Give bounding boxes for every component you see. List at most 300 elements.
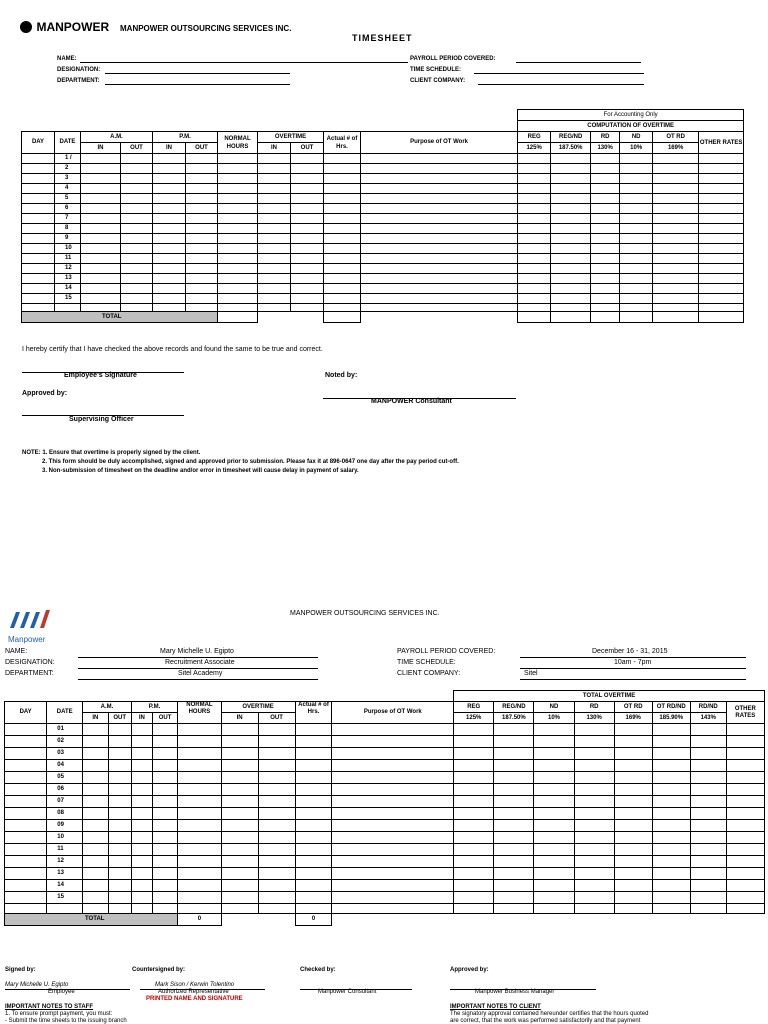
entry-cell[interactable] bbox=[324, 234, 361, 244]
entry-cell[interactable] bbox=[218, 254, 258, 264]
entry-cell[interactable] bbox=[332, 748, 454, 760]
entry-cell[interactable] bbox=[574, 784, 614, 796]
entry-cell[interactable] bbox=[131, 748, 152, 760]
entry-cell[interactable] bbox=[291, 284, 324, 294]
entry-cell[interactable] bbox=[551, 294, 591, 304]
entry-cell[interactable] bbox=[614, 772, 652, 784]
entry-cell[interactable] bbox=[726, 736, 764, 748]
entry-cell[interactable] bbox=[218, 244, 258, 254]
entry-cell[interactable] bbox=[152, 772, 177, 784]
entry-cell[interactable] bbox=[518, 284, 551, 294]
entry-cell[interactable] bbox=[551, 214, 591, 224]
entry-cell[interactable] bbox=[83, 748, 108, 760]
entry-cell[interactable] bbox=[152, 724, 177, 736]
entry-cell[interactable] bbox=[258, 274, 291, 284]
entry-cell[interactable] bbox=[178, 904, 221, 914]
entry-cell[interactable] bbox=[152, 736, 177, 748]
entry-cell[interactable] bbox=[295, 796, 332, 808]
entry-cell[interactable] bbox=[221, 832, 258, 844]
entry-cell[interactable] bbox=[454, 772, 494, 784]
entry-cell[interactable] bbox=[108, 748, 131, 760]
entry-cell[interactable] bbox=[221, 724, 258, 736]
entry-cell[interactable] bbox=[591, 184, 620, 194]
entry-cell[interactable] bbox=[83, 808, 108, 820]
entry-cell[interactable] bbox=[81, 264, 121, 274]
entry-cell[interactable] bbox=[361, 244, 518, 254]
entry-cell[interactable] bbox=[652, 832, 690, 844]
entry-cell[interactable] bbox=[361, 254, 518, 264]
entry-cell[interactable] bbox=[454, 820, 494, 832]
entry-cell[interactable] bbox=[699, 204, 744, 214]
entry-cell[interactable] bbox=[551, 164, 591, 174]
entry-cell[interactable] bbox=[652, 748, 690, 760]
entry-cell[interactable] bbox=[258, 760, 295, 772]
entry-cell[interactable] bbox=[218, 184, 258, 194]
entry-cell[interactable] bbox=[83, 904, 108, 914]
entry-cell[interactable] bbox=[83, 760, 108, 772]
entry-cell[interactable] bbox=[258, 868, 295, 880]
entry-cell[interactable] bbox=[690, 760, 726, 772]
entry-cell[interactable] bbox=[131, 784, 152, 796]
entry-cell[interactable] bbox=[518, 164, 551, 174]
entry-cell[interactable] bbox=[518, 254, 551, 264]
entry-cell[interactable] bbox=[295, 844, 332, 856]
entry-cell[interactable] bbox=[291, 254, 324, 264]
entry-cell[interactable] bbox=[332, 772, 454, 784]
entry-cell[interactable] bbox=[574, 844, 614, 856]
entry-cell[interactable] bbox=[152, 760, 177, 772]
entry-cell[interactable] bbox=[361, 164, 518, 174]
entry-cell[interactable] bbox=[620, 254, 653, 264]
entry-cell[interactable] bbox=[186, 254, 218, 264]
entry-cell[interactable] bbox=[178, 820, 221, 832]
entry-cell[interactable] bbox=[551, 284, 591, 294]
entry-cell[interactable] bbox=[591, 174, 620, 184]
entry-cell[interactable] bbox=[258, 244, 291, 254]
entry-cell[interactable] bbox=[186, 244, 218, 254]
entry-cell[interactable] bbox=[22, 264, 55, 274]
entry-cell[interactable] bbox=[131, 904, 152, 914]
entry-cell[interactable] bbox=[726, 832, 764, 844]
entry-cell[interactable] bbox=[108, 760, 131, 772]
entry-cell[interactable] bbox=[291, 304, 324, 312]
entry-cell[interactable] bbox=[218, 194, 258, 204]
entry-cell[interactable] bbox=[152, 832, 177, 844]
entry-cell[interactable] bbox=[121, 224, 153, 234]
entry-cell[interactable] bbox=[258, 772, 295, 784]
entry-cell[interactable] bbox=[186, 174, 218, 184]
entry-cell[interactable] bbox=[81, 174, 121, 184]
entry-cell[interactable] bbox=[83, 724, 108, 736]
entry-cell[interactable] bbox=[295, 784, 332, 796]
entry-cell[interactable] bbox=[591, 214, 620, 224]
entry-cell[interactable] bbox=[324, 184, 361, 194]
entry-cell[interactable] bbox=[614, 748, 652, 760]
entry-cell[interactable] bbox=[258, 284, 291, 294]
entry-cell[interactable] bbox=[591, 234, 620, 244]
entry-cell[interactable] bbox=[534, 844, 574, 856]
entry-cell[interactable] bbox=[518, 154, 551, 164]
entry-cell[interactable] bbox=[121, 174, 153, 184]
entry-cell[interactable] bbox=[83, 844, 108, 856]
entry-cell[interactable] bbox=[690, 820, 726, 832]
entry-cell[interactable] bbox=[324, 274, 361, 284]
entry-cell[interactable] bbox=[22, 164, 55, 174]
entry-cell[interactable] bbox=[5, 796, 47, 808]
entry-cell[interactable] bbox=[83, 784, 108, 796]
entry-cell[interactable] bbox=[699, 254, 744, 264]
entry-cell[interactable] bbox=[726, 808, 764, 820]
entry-cell[interactable] bbox=[108, 844, 131, 856]
entry-cell[interactable] bbox=[218, 274, 258, 284]
entry-cell[interactable] bbox=[81, 154, 121, 164]
entry-cell[interactable] bbox=[534, 904, 574, 914]
entry-cell[interactable] bbox=[690, 856, 726, 868]
entry-cell[interactable] bbox=[620, 274, 653, 284]
entry-cell[interactable] bbox=[221, 820, 258, 832]
entry-cell[interactable] bbox=[221, 808, 258, 820]
entry-cell[interactable] bbox=[131, 820, 152, 832]
entry-cell[interactable] bbox=[153, 304, 186, 312]
entry-cell[interactable] bbox=[690, 904, 726, 914]
entry-cell[interactable] bbox=[454, 904, 494, 914]
entry-cell[interactable] bbox=[291, 174, 324, 184]
entry-cell[interactable] bbox=[653, 184, 699, 194]
entry-cell[interactable] bbox=[614, 808, 652, 820]
entry-cell[interactable] bbox=[295, 868, 332, 880]
entry-cell[interactable] bbox=[221, 772, 258, 784]
entry-cell[interactable] bbox=[361, 214, 518, 224]
entry-cell[interactable] bbox=[291, 244, 324, 254]
entry-cell[interactable] bbox=[153, 174, 186, 184]
entry-cell[interactable] bbox=[690, 748, 726, 760]
entry-cell[interactable] bbox=[591, 204, 620, 214]
entry-cell[interactable] bbox=[81, 294, 121, 304]
entry-cell[interactable] bbox=[591, 274, 620, 284]
entry-cell[interactable] bbox=[324, 204, 361, 214]
entry-cell[interactable] bbox=[5, 844, 47, 856]
entry-cell[interactable] bbox=[131, 856, 152, 868]
entry-cell[interactable] bbox=[5, 772, 47, 784]
entry-cell[interactable] bbox=[83, 880, 108, 892]
entry-cell[interactable] bbox=[5, 832, 47, 844]
entry-cell[interactable] bbox=[81, 274, 121, 284]
entry-cell[interactable] bbox=[291, 294, 324, 304]
entry-cell[interactable] bbox=[291, 154, 324, 164]
entry-cell[interactable] bbox=[152, 748, 177, 760]
entry-cell[interactable] bbox=[131, 772, 152, 784]
entry-cell[interactable] bbox=[518, 184, 551, 194]
entry-cell[interactable] bbox=[652, 784, 690, 796]
entry-cell[interactable] bbox=[186, 224, 218, 234]
entry-cell[interactable] bbox=[652, 880, 690, 892]
entry-cell[interactable] bbox=[332, 880, 454, 892]
entry-cell[interactable] bbox=[494, 832, 534, 844]
entry-cell[interactable] bbox=[551, 154, 591, 164]
entry-cell[interactable] bbox=[690, 724, 726, 736]
entry-cell[interactable] bbox=[5, 760, 47, 772]
entry-cell[interactable] bbox=[152, 856, 177, 868]
entry-cell[interactable] bbox=[186, 214, 218, 224]
entry-cell[interactable] bbox=[121, 194, 153, 204]
entry-cell[interactable] bbox=[534, 772, 574, 784]
entry-cell[interactable] bbox=[291, 164, 324, 174]
entry-cell[interactable] bbox=[361, 264, 518, 274]
entry-cell[interactable] bbox=[258, 224, 291, 234]
entry-cell[interactable] bbox=[454, 808, 494, 820]
entry-cell[interactable] bbox=[361, 174, 518, 184]
entry-cell[interactable] bbox=[551, 234, 591, 244]
entry-cell[interactable] bbox=[726, 772, 764, 784]
entry-cell[interactable] bbox=[295, 724, 332, 736]
entry-cell[interactable] bbox=[690, 832, 726, 844]
entry-cell[interactable] bbox=[121, 264, 153, 274]
entry-cell[interactable] bbox=[121, 284, 153, 294]
entry-cell[interactable] bbox=[534, 868, 574, 880]
entry-cell[interactable] bbox=[699, 184, 744, 194]
entry-cell[interactable] bbox=[218, 284, 258, 294]
entry-cell[interactable] bbox=[83, 772, 108, 784]
entry-cell[interactable] bbox=[258, 892, 295, 904]
entry-cell[interactable] bbox=[332, 808, 454, 820]
entry-cell[interactable] bbox=[83, 832, 108, 844]
entry-cell[interactable] bbox=[22, 254, 55, 264]
entry-cell[interactable] bbox=[551, 244, 591, 254]
entry-cell[interactable] bbox=[152, 892, 177, 904]
entry-cell[interactable] bbox=[291, 194, 324, 204]
entry-cell[interactable] bbox=[178, 724, 221, 736]
entry-cell[interactable] bbox=[653, 214, 699, 224]
entry-cell[interactable] bbox=[574, 856, 614, 868]
entry-cell[interactable] bbox=[131, 736, 152, 748]
entry-cell[interactable] bbox=[324, 194, 361, 204]
entry-cell[interactable] bbox=[295, 892, 332, 904]
entry-cell[interactable] bbox=[332, 796, 454, 808]
entry-cell[interactable] bbox=[5, 724, 47, 736]
entry-cell[interactable] bbox=[258, 174, 291, 184]
entry-cell[interactable] bbox=[332, 832, 454, 844]
entry-cell[interactable] bbox=[178, 784, 221, 796]
entry-cell[interactable] bbox=[699, 244, 744, 254]
entry-cell[interactable] bbox=[153, 254, 186, 264]
entry-cell[interactable] bbox=[726, 904, 764, 914]
entry-cell[interactable] bbox=[324, 164, 361, 174]
entry-cell[interactable] bbox=[153, 184, 186, 194]
entry-cell[interactable] bbox=[291, 234, 324, 244]
entry-cell[interactable] bbox=[332, 736, 454, 748]
entry-cell[interactable] bbox=[726, 784, 764, 796]
entry-cell[interactable] bbox=[221, 748, 258, 760]
entry-cell[interactable] bbox=[81, 194, 121, 204]
entry-cell[interactable] bbox=[81, 164, 121, 174]
entry-cell[interactable] bbox=[153, 214, 186, 224]
entry-cell[interactable] bbox=[652, 820, 690, 832]
entry-cell[interactable] bbox=[361, 204, 518, 214]
entry-cell[interactable] bbox=[83, 856, 108, 868]
entry-cell[interactable] bbox=[153, 244, 186, 254]
entry-cell[interactable] bbox=[690, 868, 726, 880]
entry-cell[interactable] bbox=[258, 844, 295, 856]
entry-cell[interactable] bbox=[108, 892, 131, 904]
entry-cell[interactable] bbox=[22, 154, 55, 164]
entry-cell[interactable] bbox=[108, 796, 131, 808]
entry-cell[interactable] bbox=[22, 224, 55, 234]
entry-cell[interactable] bbox=[652, 856, 690, 868]
entry-cell[interactable] bbox=[726, 724, 764, 736]
entry-cell[interactable] bbox=[653, 194, 699, 204]
entry-cell[interactable] bbox=[108, 736, 131, 748]
entry-cell[interactable] bbox=[614, 832, 652, 844]
entry-cell[interactable] bbox=[494, 724, 534, 736]
entry-cell[interactable] bbox=[591, 254, 620, 264]
entry-cell[interactable] bbox=[551, 224, 591, 234]
entry-cell[interactable] bbox=[295, 808, 332, 820]
entry-cell[interactable] bbox=[186, 284, 218, 294]
entry-cell[interactable] bbox=[5, 748, 47, 760]
entry-cell[interactable] bbox=[454, 880, 494, 892]
entry-cell[interactable] bbox=[332, 844, 454, 856]
entry-cell[interactable] bbox=[121, 294, 153, 304]
entry-cell[interactable] bbox=[454, 832, 494, 844]
entry-cell[interactable] bbox=[652, 736, 690, 748]
entry-cell[interactable] bbox=[361, 154, 518, 164]
entry-cell[interactable] bbox=[534, 808, 574, 820]
entry-cell[interactable] bbox=[614, 796, 652, 808]
entry-cell[interactable] bbox=[574, 808, 614, 820]
entry-cell[interactable] bbox=[258, 832, 295, 844]
entry-cell[interactable] bbox=[653, 274, 699, 284]
entry-cell[interactable] bbox=[218, 174, 258, 184]
entry-cell[interactable] bbox=[332, 856, 454, 868]
entry-cell[interactable] bbox=[324, 174, 361, 184]
entry-cell[interactable] bbox=[591, 304, 620, 312]
entry-cell[interactable] bbox=[494, 844, 534, 856]
entry-cell[interactable] bbox=[153, 294, 186, 304]
entry-cell[interactable] bbox=[186, 264, 218, 274]
entry-cell[interactable] bbox=[178, 832, 221, 844]
entry-cell[interactable] bbox=[22, 294, 55, 304]
entry-cell[interactable] bbox=[108, 904, 131, 914]
entry-cell[interactable] bbox=[614, 844, 652, 856]
entry-cell[interactable] bbox=[152, 904, 177, 914]
entry-cell[interactable] bbox=[152, 784, 177, 796]
entry-cell[interactable] bbox=[518, 264, 551, 274]
entry-cell[interactable] bbox=[591, 244, 620, 254]
entry-cell[interactable] bbox=[690, 736, 726, 748]
entry-cell[interactable] bbox=[121, 254, 153, 264]
entry-cell[interactable] bbox=[699, 174, 744, 184]
entry-cell[interactable] bbox=[614, 820, 652, 832]
entry-cell[interactable] bbox=[22, 204, 55, 214]
entry-cell[interactable] bbox=[620, 234, 653, 244]
entry-cell[interactable] bbox=[518, 294, 551, 304]
entry-cell[interactable] bbox=[121, 214, 153, 224]
entry-cell[interactable] bbox=[494, 868, 534, 880]
entry-cell[interactable] bbox=[295, 748, 332, 760]
entry-cell[interactable] bbox=[591, 154, 620, 164]
entry-cell[interactable] bbox=[22, 274, 55, 284]
entry-cell[interactable] bbox=[699, 294, 744, 304]
entry-cell[interactable] bbox=[121, 274, 153, 284]
entry-cell[interactable] bbox=[494, 760, 534, 772]
entry-cell[interactable] bbox=[121, 234, 153, 244]
entry-cell[interactable] bbox=[534, 736, 574, 748]
entry-cell[interactable] bbox=[5, 880, 47, 892]
entry-cell[interactable] bbox=[186, 184, 218, 194]
entry-cell[interactable] bbox=[81, 284, 121, 294]
entry-cell[interactable] bbox=[332, 892, 454, 904]
entry-cell[interactable] bbox=[574, 832, 614, 844]
entry-cell[interactable] bbox=[361, 294, 518, 304]
entry-cell[interactable] bbox=[324, 284, 361, 294]
entry-cell[interactable] bbox=[726, 820, 764, 832]
entry-cell[interactable] bbox=[5, 892, 47, 904]
entry-cell[interactable] bbox=[178, 808, 221, 820]
entry-cell[interactable] bbox=[153, 274, 186, 284]
entry-cell[interactable] bbox=[81, 234, 121, 244]
entry-cell[interactable] bbox=[153, 154, 186, 164]
entry-cell[interactable] bbox=[614, 760, 652, 772]
entry-cell[interactable] bbox=[152, 880, 177, 892]
entry-cell[interactable] bbox=[332, 760, 454, 772]
entry-cell[interactable] bbox=[699, 214, 744, 224]
entry-cell[interactable] bbox=[653, 154, 699, 164]
entry-cell[interactable] bbox=[620, 224, 653, 234]
entry-cell[interactable] bbox=[614, 892, 652, 904]
entry-cell[interactable] bbox=[534, 748, 574, 760]
entry-cell[interactable] bbox=[454, 856, 494, 868]
entry-cell[interactable] bbox=[218, 264, 258, 274]
entry-cell[interactable] bbox=[121, 164, 153, 174]
entry-cell[interactable] bbox=[81, 204, 121, 214]
entry-cell[interactable] bbox=[591, 164, 620, 174]
entry-cell[interactable] bbox=[81, 214, 121, 224]
entry-cell[interactable] bbox=[258, 164, 291, 174]
entry-cell[interactable] bbox=[574, 880, 614, 892]
entry-cell[interactable] bbox=[551, 194, 591, 204]
entry-cell[interactable] bbox=[295, 904, 332, 914]
entry-cell[interactable] bbox=[690, 892, 726, 904]
entry-cell[interactable] bbox=[258, 820, 295, 832]
entry-cell[interactable] bbox=[574, 760, 614, 772]
entry-cell[interactable] bbox=[291, 264, 324, 274]
entry-cell[interactable] bbox=[131, 760, 152, 772]
entry-cell[interactable] bbox=[361, 194, 518, 204]
entry-cell[interactable] bbox=[131, 868, 152, 880]
entry-cell[interactable] bbox=[81, 254, 121, 264]
entry-cell[interactable] bbox=[726, 892, 764, 904]
entry-cell[interactable] bbox=[620, 174, 653, 184]
entry-cell[interactable] bbox=[186, 294, 218, 304]
entry-cell[interactable] bbox=[726, 796, 764, 808]
entry-cell[interactable] bbox=[324, 294, 361, 304]
entry-cell[interactable] bbox=[108, 856, 131, 868]
entry-cell[interactable] bbox=[218, 154, 258, 164]
entry-cell[interactable] bbox=[83, 892, 108, 904]
entry-cell[interactable] bbox=[291, 224, 324, 234]
entry-cell[interactable] bbox=[178, 892, 221, 904]
entry-cell[interactable] bbox=[153, 264, 186, 274]
entry-cell[interactable] bbox=[591, 224, 620, 234]
entry-cell[interactable] bbox=[620, 284, 653, 294]
entry-cell[interactable] bbox=[653, 224, 699, 234]
entry-cell[interactable] bbox=[534, 820, 574, 832]
entry-cell[interactable] bbox=[494, 772, 534, 784]
entry-cell[interactable] bbox=[186, 154, 218, 164]
entry-cell[interactable] bbox=[291, 204, 324, 214]
entry-cell[interactable] bbox=[534, 832, 574, 844]
entry-cell[interactable] bbox=[221, 760, 258, 772]
